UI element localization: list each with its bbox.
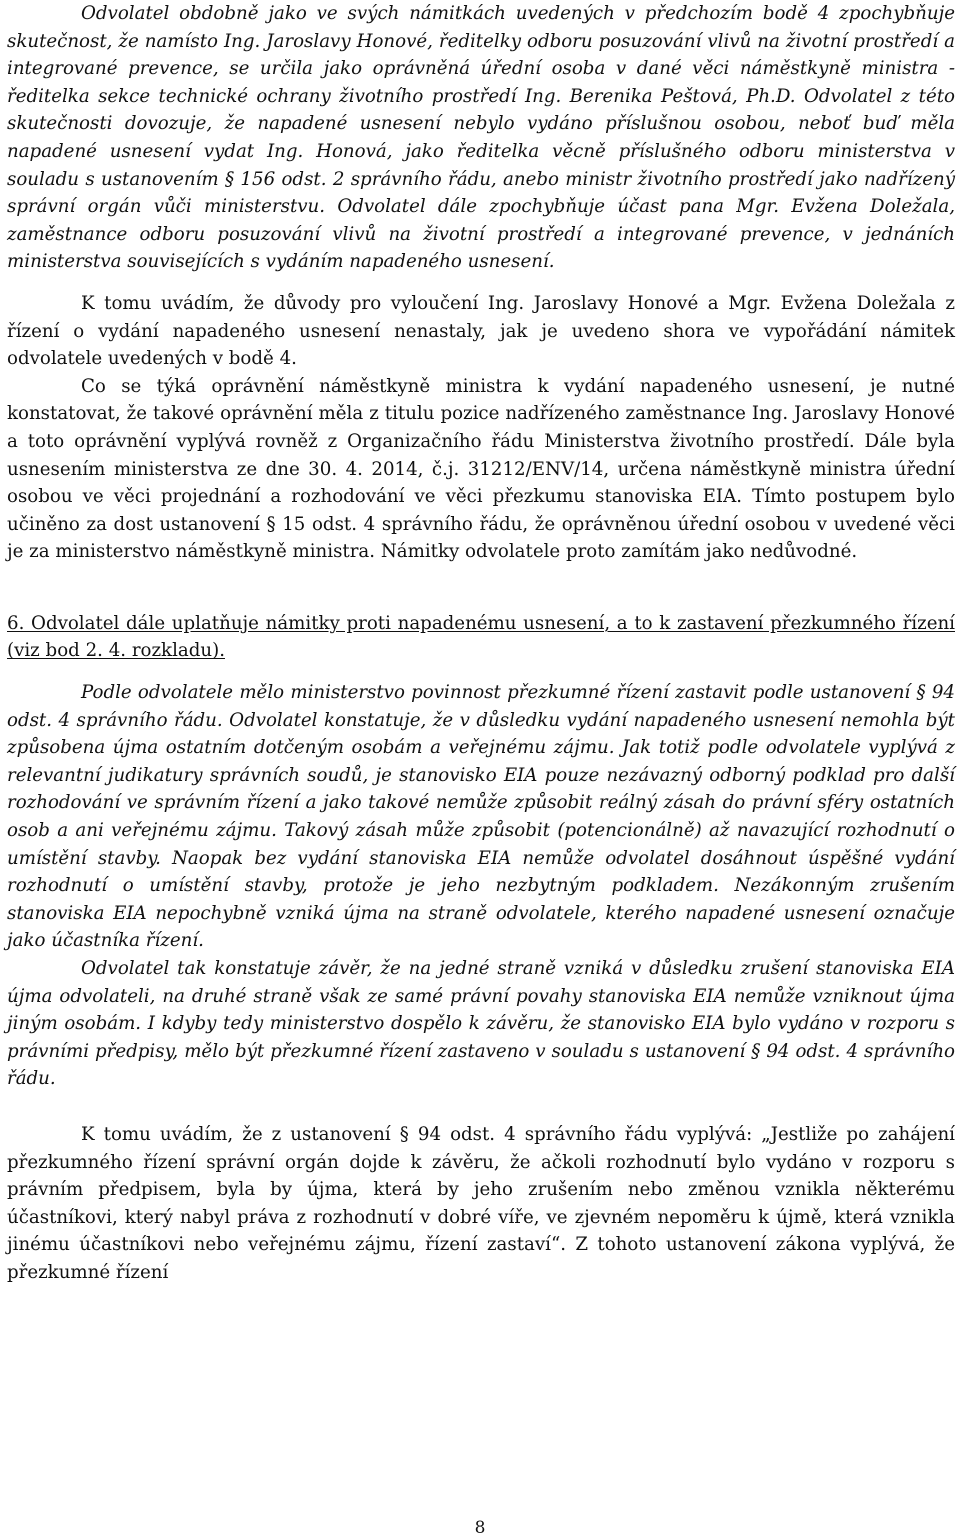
paragraph-objection-termination: Podle odvolatele mělo ministerstvo povinnost přezkumné řízení zastavit podle ustanovení § 94 odst. 4 správního řádu. Odvolatel konstatuje, že v důsledku vydání napadeného usnesení nemohla být způsobena újma ostatním dotčeným osobám a veřejnému zájmu. Jak totiž podle odvolatele vyplývá z relevantní judikatury správních soudů, je stanovisko EIA pouze nezávazný odborný podklad pro další rozhodování ve správním řízení a jako takové nemůže způsobit reálný zásah do právní sféry ostatních osob a ani veřejnému zájmu. Takový zásah může způsobit (potencionálně) až navazující rozhodnutí o umístění stavby. Naopak bez vydání stanoviska EIA nemůže odvolatel dosáhnout úspěšné vydání rozhodnutí o umístění stavby, protože je jeho nezbytným podkladem. Nezákonným zrušením stanoviska EIA nepochybně vzniká újma na straně odvolatele, kterého napadené usnesení označuje jako účastníka řízení. xyxy=(7,682,955,952)
document-page xyxy=(7,0,955,1287)
paragraph-objection-conclusion: Odvolatel tak konstatuje závěr, že na jedné straně vzniká v důsledku zrušení stanoviska EIA újma odvolateli, na druhé straně však ze samé právní povahy stanoviska EIA nemůže vzniknout újma jiným osobám. I kdyby tedy ministerstvo dospělo k závěru, že stanovisko EIA bylo vydáno v rozporu s právními předpisy, mělo být přezkumné řízení zastaveno v souladu s ustanovení § 94 odst. 4 správního řádu. xyxy=(7,958,955,1090)
page-number: 8 xyxy=(474,1518,486,1538)
section-heading-6: 6. Odvolatel dále uplatňuje námitky proti napadenému usnesení, a to k zastavení přezkumného řízení (viz bod 2. 4. rozkladu). xyxy=(7,612,955,662)
paragraph-reply-exclusion: K tomu uvádím, že důvody pro vyloučení Ing. Jaroslavy Honové a Mgr. Evžena Doležala z řízení o vydání napadeného usnesení nenastaly, jak je uvedeno shora ve vypořádání námitek odvolatele uvedených v bodě 4. xyxy=(7,292,955,370)
paragraph-objection-official-person: Odvolatel obdobně jako ve svých námitkách uvedených v předchozím bodě 4 zpochybňuje skutečnost, že namísto Ing. Jaroslavy Honové, ředitelky odboru posuzování vlivů na životní prostředí a integrované prevence, se určila jako oprávněná úřední osoba v dané věci náměstkyně ministra - ředitelka sekce technické ochrany životního prostředí Ing. Berenika Peštová, Ph.D. Odvolatel z této skutečnosti dovozuje, že napadené usnesení nebylo vydáno příslušnou osobou, neboť buď měla napadené usnesení vydat Ing. Honová, jako ředitelka věcně příslušného odboru ministerstva v souladu s ustanovením § 156 odst. 2 správního řádu, anebo ministr životního prostředí jako nadřízený správní orgán vůči ministerstvu. Odvolatel dále zpochybňuje účast pana Mgr. Evžena Doležala, zaměstnance odboru posuzování vlivů na životní prostředí a integrované prevence, v jednáních ministerstva souvisejících s vydáním napadeného usnesení. xyxy=(7,3,955,273)
paragraph-deputy-authority: Co se týká oprávnění náměstkyně ministra k vydání napadeného usnesení, je nutné konstatovat, že takové oprávnění měla z titulu pozice nadřízeného zaměstnance Ing. Jaroslavy Honové a toto oprávnění vyplývá rovněž z Organizačního řádu Ministerstva životního prostředí. Dále byla usnesením ministerstva ze dne 30. 4. 2014, č.j. 31212/ENV/14, určena náměstkyně ministra úřední osobou ve věci projednání a rozhodování ve věci přezkumu stanoviska EIA. Tímto postupem bylo učiněno za dost ustanovení § 15 odst. 4 správního řádu, že oprávněnou úřední osobou v uvedené věci je za ministerstvo náměstkyně ministra. Námitky odvolatele proto zamítám jako nedůvodné. xyxy=(7,375,955,563)
paragraph-reply-section-94: K tomu uvádím, že z ustanovení § 94 odst. 4 správního řádu vyplývá: „Jestliže po zahájení přezkumného řízení správní orgán dojde k závěru, že ačkoli rozhodnutí bylo vydáno v rozporu s právním předpisem, byla by újma, která by jeho zrušením nebo změnou vznikla některému účastníkovi, který nabyl práva z rozhodnutí v dobré víře, ve zjevném nepoměru k újmě, která vznikla jinému účastníkovi nebo veřejnému zájmu, řízení zastaví“. Z tohoto ustanovení zákona vyplývá, že přezkumné řízení xyxy=(7,1123,955,1283)
